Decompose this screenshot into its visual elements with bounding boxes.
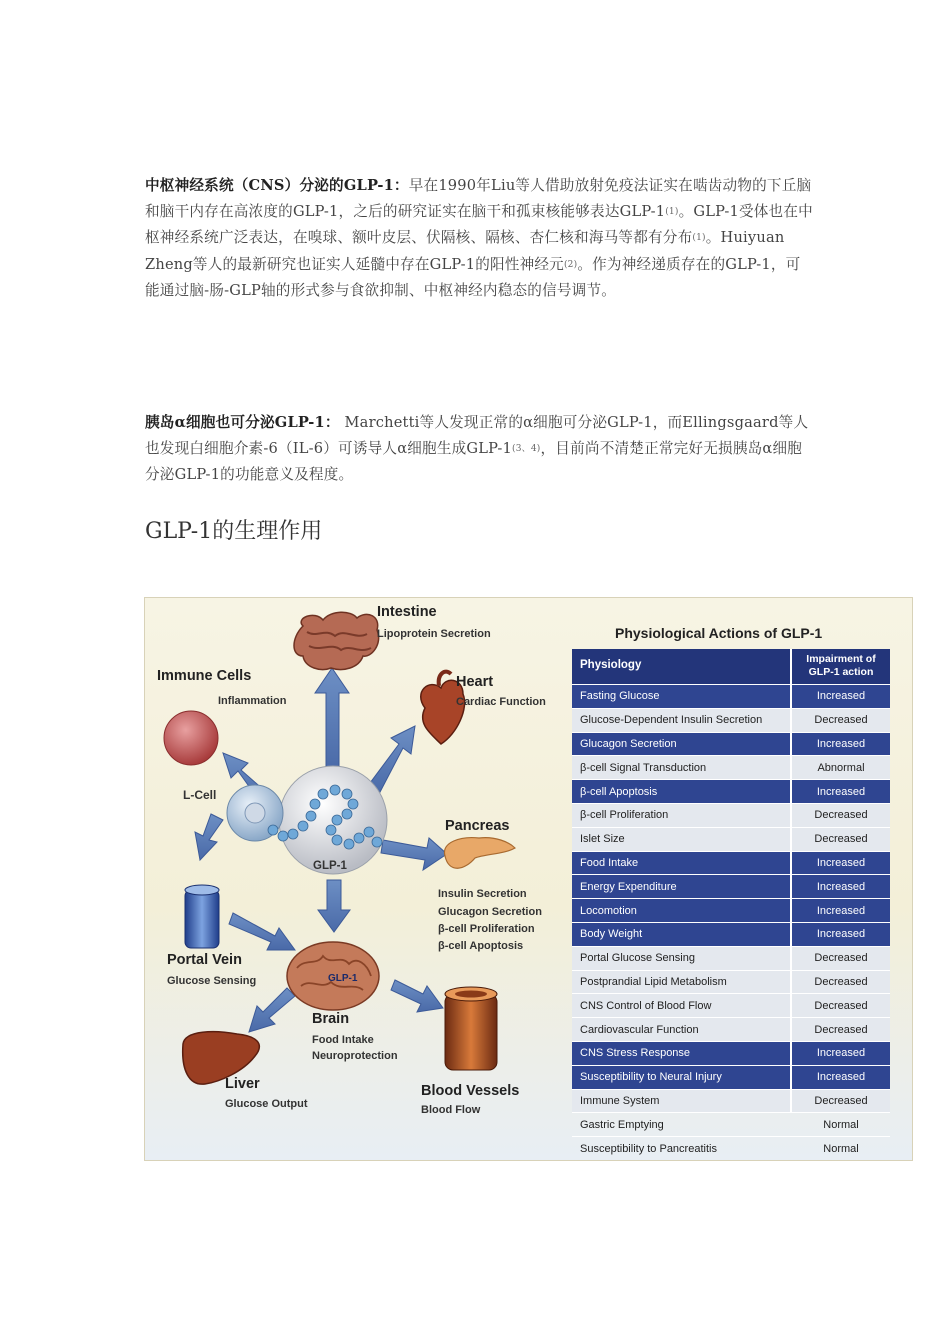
table-row xyxy=(572,755,890,779)
pancreas-sub-label: Glucagon Secretion xyxy=(438,906,542,918)
row-impairment: Decreased xyxy=(814,714,868,727)
table-row xyxy=(572,708,890,732)
row-physiology: CNS Control of Blood Flow xyxy=(572,994,792,1017)
row-impairment: Decreased xyxy=(814,1023,868,1036)
portal-vein-illustration xyxy=(185,885,219,948)
column-header-impairment-line: Impairment of xyxy=(806,653,876,665)
paragraph-text: ，目前尚不清楚正常完好无损胰岛α细胞分泌GLP-1的功能意义及程度。 xyxy=(145,439,803,483)
table-row xyxy=(572,1089,890,1113)
blood-vessel-illustration xyxy=(445,987,497,1070)
intestine-illustration xyxy=(294,612,379,669)
liver-label: Liver xyxy=(225,1076,260,1092)
row-impairment: Increased xyxy=(816,1047,866,1060)
blood-vessels-sub-label: Blood Flow xyxy=(421,1104,481,1116)
paragraph-text: Marchetti等人发现正常的α细胞可分泌GLP-1，而Ellingsgaard等人也发现白细胞介素-6（IL-6）可诱导人α细胞生成GLP-1 xyxy=(145,414,809,457)
row-physiology: β-cell Apoptosis xyxy=(572,780,792,803)
row-physiology: Glucose-Dependent Insulin Secretion xyxy=(572,709,792,732)
paragraph-alpha-cell-glp1 xyxy=(145,410,815,488)
table-row xyxy=(572,779,890,803)
column-header-impairment xyxy=(792,649,890,684)
row-impairment: Decreased xyxy=(814,975,868,988)
arrow-down-left xyxy=(195,814,223,860)
arrow-to-liver xyxy=(249,988,295,1032)
pancreas-illustration xyxy=(444,838,515,869)
table-row xyxy=(572,1041,890,1065)
paragraph-cns-glp1 xyxy=(145,173,815,304)
row-physiology: β-cell Signal Transduction xyxy=(572,756,792,779)
brain-label: Brain xyxy=(312,1011,350,1027)
row-impairment: Decreased xyxy=(814,1094,868,1107)
arrow-up xyxy=(315,668,349,771)
paragraph-text: 。Huiyuan Zheng等人的最新研究也证实人延髓中存在GLP-1的阳性神经元 xyxy=(145,229,785,273)
row-physiology: Postprandial Lipid Metabolism xyxy=(572,971,792,994)
liver-sub-label: Glucose Output xyxy=(225,1098,308,1110)
table-row xyxy=(572,898,890,922)
brain-sub-label: Food Intake xyxy=(312,1034,374,1046)
row-physiology: Energy Expenditure xyxy=(572,875,792,898)
arrow-up-right xyxy=(370,726,415,794)
portal-vein-sub-label: Glucose Sensing xyxy=(167,975,257,987)
row-impairment: Increased xyxy=(816,928,866,941)
table-row xyxy=(572,684,890,708)
row-physiology: Susceptibility to Neural Injury xyxy=(572,1066,792,1089)
brain-glp1-label: GLP-1 xyxy=(328,973,358,984)
intestine-sub-label: Lipoprotein Secretion xyxy=(377,628,491,640)
row-physiology: Portal Glucose Sensing xyxy=(572,947,792,970)
table-row xyxy=(572,993,890,1017)
row-physiology: Locomotion xyxy=(572,899,792,922)
table-row xyxy=(572,1112,890,1136)
table-row xyxy=(572,732,890,756)
paragraph-text: 。GLP-1受体也在中枢神经系统广泛表达，在嗅球、额叶皮层、伏隔核、隔核、杏仁核和海马等都有分布 xyxy=(145,202,813,246)
heart-label: Heart xyxy=(456,674,494,690)
paragraph-text: 早在1990年Liu等人借助放射免疫法证实在啮齿动物的下丘脑和脑干内存在高浓度的GLP-1，之后的研究证实在脑干和孤束核能够表达GLP-1 xyxy=(145,177,812,220)
row-impairment: Increased xyxy=(816,856,866,869)
row-physiology: CNS Stress Response xyxy=(572,1042,792,1065)
glp1-actions-figure xyxy=(144,597,913,1161)
heart-sub-label: Cardiac Function xyxy=(456,696,546,708)
pancreas-sub-label: Insulin Secretion xyxy=(438,888,527,900)
table-row xyxy=(572,1065,890,1089)
row-physiology: Islet Size xyxy=(572,828,792,851)
table-title: Physiological Actions of GLP-1 xyxy=(615,625,823,641)
paragraph-label: 胰岛α细胞也可分泌GLP-1： xyxy=(145,414,340,431)
row-physiology: Immune System xyxy=(572,1090,792,1113)
table-row xyxy=(572,946,890,970)
row-impairment: Increased xyxy=(816,690,866,703)
table-row xyxy=(572,803,890,827)
physiological-actions-table xyxy=(572,649,890,1160)
row-physiology: Food Intake xyxy=(572,852,792,875)
table-row xyxy=(572,970,890,994)
pancreas-sub-label: β-cell Proliferation xyxy=(438,923,535,935)
row-impairment: Decreased xyxy=(814,809,868,822)
row-physiology: Cardiovascular Function xyxy=(572,1018,792,1041)
table-row xyxy=(572,851,890,875)
table-row xyxy=(572,1136,890,1160)
row-impairment: Increased xyxy=(816,785,866,798)
immune-cells-label: Immune Cells xyxy=(157,668,252,684)
row-physiology: Glucagon Secretion xyxy=(572,733,792,756)
row-physiology: Gastric Emptying xyxy=(580,1118,664,1131)
row-physiology: β-cell Proliferation xyxy=(572,804,792,827)
row-impairment: Increased xyxy=(816,737,866,750)
section-heading: GLP-1的生理作用 xyxy=(145,519,323,544)
immune-cells-sub-label: Inflammation xyxy=(218,695,287,707)
table-header xyxy=(572,649,890,684)
row-impairment: Increased xyxy=(816,1071,866,1084)
intestine-label: Intestine xyxy=(377,604,437,620)
portal-vein-label: Portal Vein xyxy=(167,952,242,968)
row-impairment: Normal xyxy=(823,1142,859,1155)
table-row xyxy=(572,1017,890,1041)
row-impairment: Increased xyxy=(816,880,866,893)
reference-marker: (3、4) xyxy=(512,443,541,454)
glp1-label: GLP-1 xyxy=(313,860,347,872)
arrow-right xyxy=(381,838,447,870)
column-header-physiology: Physiology xyxy=(572,649,792,684)
reference-marker: (2) xyxy=(563,259,578,270)
arrow-to-brain xyxy=(229,913,295,950)
reference-marker: (1) xyxy=(665,206,679,217)
column-header-impairment-line: GLP-1 action xyxy=(808,666,874,678)
l-cell-label: L-Cell xyxy=(183,788,217,802)
pancreas-sub-label: β-cell Apoptosis xyxy=(438,940,524,952)
row-physiology: Body Weight xyxy=(572,923,792,946)
arrow-down xyxy=(318,880,350,932)
row-impairment: Decreased xyxy=(814,999,868,1012)
arrow-to-vessels xyxy=(391,980,443,1012)
row-impairment: Normal xyxy=(823,1118,859,1131)
row-physiology: Fasting Glucose xyxy=(572,685,792,708)
table-row xyxy=(572,922,890,946)
brain-sub-label: Neuroprotection xyxy=(312,1050,398,1062)
paragraph-text: 。作为神经递质存在的GLP-1，可能通过脑-肠-GLP轴的形式参与食欲抑制、中枢神经内稳态的信号调节。 xyxy=(145,255,801,299)
table-body xyxy=(572,684,890,1160)
row-impairment: Decreased xyxy=(814,952,868,965)
blood-vessels-label: Blood Vessels xyxy=(421,1083,520,1099)
row-impairment: Decreased xyxy=(814,833,868,846)
table-row xyxy=(572,874,890,898)
row-impairment: Abnormal xyxy=(817,761,865,774)
paragraph-label: 中枢神经系统（CNS）分泌的GLP-1： xyxy=(145,177,409,194)
row-physiology: Susceptibility to Pancreatitis xyxy=(580,1142,717,1155)
reference-marker: (1) xyxy=(692,233,706,243)
table-row xyxy=(572,827,890,851)
pancreas-label: Pancreas xyxy=(445,818,510,834)
immune-cell-illustration xyxy=(164,711,218,765)
row-impairment: Increased xyxy=(816,904,866,917)
